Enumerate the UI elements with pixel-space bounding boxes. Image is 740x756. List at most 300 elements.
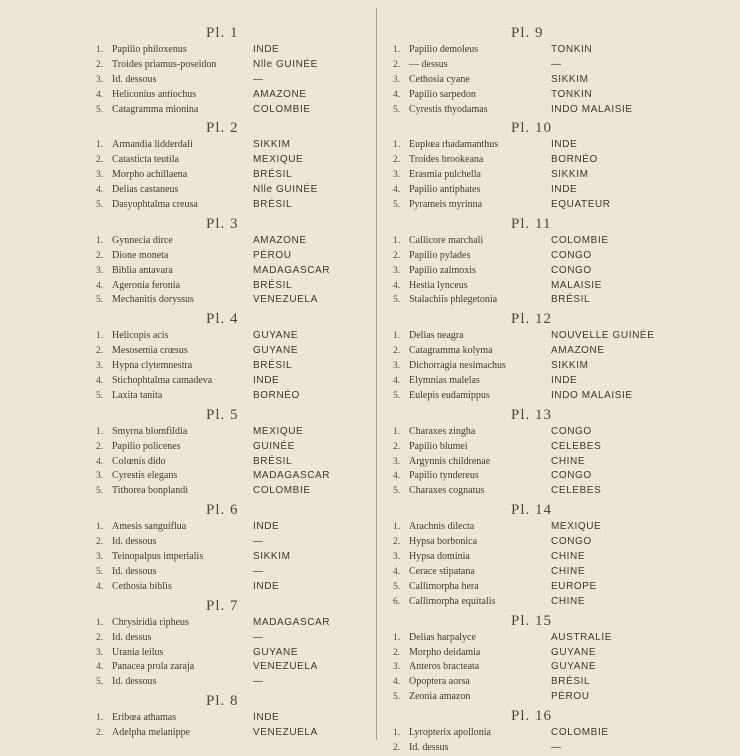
plate-entry — [393, 88, 693, 103]
species-location: MEXIQUE — [551, 521, 602, 533]
entry-number: 4. — [96, 662, 104, 673]
species-name: Heliconius antiochus — [112, 88, 197, 100]
species-name: Id. dessous — [112, 536, 157, 548]
species-location: MADAGASCAR — [253, 616, 331, 628]
plate-title: Pl. 8 — [206, 693, 239, 710]
entry-number: 1. — [96, 331, 104, 342]
species-name: Dione moneta — [112, 249, 169, 261]
plate-entry — [96, 580, 366, 595]
species-name: Catagramma mionina — [112, 103, 199, 115]
species-name: Ageronia feronia — [112, 279, 181, 291]
species-name: Cethosia biblis — [112, 580, 172, 592]
plate-entry — [393, 675, 693, 690]
entry-number: 1. — [393, 522, 401, 533]
entry-number: 1. — [96, 140, 104, 151]
species-name: Papilio blumei — [409, 440, 468, 452]
plate-entry — [96, 469, 366, 484]
entry-number: 4. — [393, 566, 401, 577]
entry-number: 2. — [393, 537, 401, 548]
entry-number: 1. — [96, 522, 104, 533]
species-name: Callimorpha equitalis — [409, 595, 496, 607]
entry-number: 2. — [96, 250, 104, 261]
species-location: INDO MALAISIE — [551, 103, 633, 115]
entry-number: 5. — [393, 486, 401, 497]
plate-entry — [393, 183, 693, 198]
species-name: Papilio pylades — [409, 249, 471, 261]
species-name: Elymnias malelas — [409, 375, 480, 387]
plate-block — [96, 215, 366, 308]
species-location: TONKIN — [551, 88, 593, 100]
plate-block — [393, 612, 693, 705]
species-name: Arachnis dilecta — [409, 521, 475, 533]
species-location: BRÉSIL — [551, 676, 591, 688]
entry-number: 4. — [96, 89, 104, 100]
species-location: — — [253, 536, 264, 548]
species-name: — dessus — [409, 58, 448, 70]
species-location: SIKKIM — [253, 551, 291, 563]
species-name: Urania leilus — [112, 646, 164, 658]
species-location: CHINE — [551, 455, 586, 467]
plate-entry — [393, 359, 693, 374]
plate-entry — [96, 646, 366, 661]
entry-number: 3. — [96, 361, 104, 372]
species-name: Anteros bracteata — [409, 661, 480, 673]
species-name: Tithorea bonplandi — [112, 485, 189, 497]
species-location: INDE — [253, 580, 280, 592]
species-location: PÉROU — [551, 691, 590, 703]
species-name: Id. dessous — [112, 565, 157, 577]
right-column — [393, 22, 693, 756]
species-location: COLOMBIE — [253, 103, 311, 115]
plate-title: Pl. 10 — [511, 120, 553, 137]
species-location: COLOMBIE — [253, 485, 311, 497]
species-location: CHINE — [551, 551, 586, 563]
plate-entry — [96, 153, 366, 168]
species-location: BRÉSIL — [253, 360, 293, 372]
plate-entry — [393, 279, 693, 294]
species-location: CONGO — [551, 264, 592, 276]
species-location: SIKKIM — [551, 360, 589, 372]
plate-title: Pl. 13 — [511, 406, 553, 423]
plate-entry — [393, 198, 693, 213]
plate-entry — [393, 455, 693, 470]
plate-entry — [393, 329, 693, 344]
entry-number: 2. — [393, 647, 401, 658]
plate-title: Pl. 15 — [511, 612, 553, 629]
entry-number: 5. — [96, 295, 104, 306]
species-location: INDE — [253, 375, 280, 387]
species-location: MEXIQUE — [253, 425, 304, 437]
plate-entry — [96, 88, 366, 103]
species-location: — — [253, 676, 264, 688]
entry-number: 4. — [393, 185, 401, 196]
species-name: Cethosia cyane — [409, 73, 470, 85]
plate-entry — [96, 550, 366, 565]
plate-entry — [96, 675, 366, 690]
species-name: Opoptera aorsa — [409, 676, 470, 688]
plate-entry — [393, 58, 693, 73]
plate-entry — [393, 631, 693, 646]
entry-number: 4. — [96, 376, 104, 387]
species-name: Callicore marchali — [409, 234, 484, 246]
species-location: VENEZUELA — [253, 727, 318, 739]
plate-title: Pl. 7 — [206, 597, 239, 614]
plate-block — [96, 501, 366, 594]
entry-number: 2. — [96, 441, 104, 452]
plate-entry — [96, 565, 366, 580]
left-column — [96, 22, 366, 741]
plate-entry — [96, 535, 366, 550]
plate-entry — [96, 344, 366, 359]
plate-block — [393, 501, 693, 609]
entry-number: 5. — [96, 104, 104, 115]
plate-block — [393, 215, 693, 308]
plate-block — [393, 24, 693, 117]
species-location: Nlle GUINÉE — [253, 184, 318, 196]
plate-entry — [393, 168, 693, 183]
species-name: Id. dessus — [112, 631, 152, 643]
species-name: Erasmia pulchella — [409, 169, 481, 181]
species-location: CELEBES — [551, 440, 602, 452]
entry-number: 3. — [393, 170, 401, 181]
entry-number: 2. — [393, 441, 401, 452]
species-location: GUINÉE — [253, 440, 295, 452]
entry-number: 5. — [393, 200, 401, 211]
plate-entry — [96, 374, 366, 389]
species-name: Argynnis childrenae — [409, 455, 491, 467]
entry-number: 4. — [96, 280, 104, 291]
species-location: GUYANE — [253, 345, 299, 357]
species-location: VENEZUELA — [253, 661, 318, 673]
entry-number: 5. — [96, 390, 104, 401]
species-name: Morpho deidamia — [409, 646, 481, 658]
entry-number: 2. — [96, 632, 104, 643]
plate-block — [96, 24, 366, 117]
species-name: Pyrameis myrinna — [409, 199, 483, 211]
plate-entry — [393, 741, 693, 756]
plate-entry — [96, 631, 366, 646]
entry-number: 4. — [393, 280, 401, 291]
species-location: — — [253, 631, 264, 643]
plate-entry — [393, 440, 693, 455]
species-name: Smyrna blomfildia — [112, 425, 188, 437]
species-name: Id. dessus — [409, 741, 449, 753]
plate-entry — [96, 455, 366, 470]
plate-block — [96, 119, 366, 212]
plate-block — [96, 597, 366, 690]
species-name: Papilio zalmoxis — [409, 264, 476, 276]
species-name: Hypsa dominia — [409, 551, 470, 563]
species-name: Eulepis eudamippus — [409, 389, 490, 401]
species-name: Lyropterix apollonia — [409, 727, 491, 739]
entry-number: 3. — [96, 265, 104, 276]
species-location: INDE — [253, 712, 280, 724]
entry-number: 2. — [393, 59, 401, 70]
species-location: INDE — [551, 184, 578, 196]
plate-entry — [393, 344, 693, 359]
species-name: Cyrestis elegans — [112, 470, 178, 482]
species-name: Stalachiis phlegetonia — [409, 294, 498, 306]
species-location: EUROPE — [551, 580, 597, 592]
plate-block — [393, 707, 693, 756]
entry-number: 5. — [96, 486, 104, 497]
species-name: Zeonia amazon — [409, 691, 471, 703]
plate-entry — [393, 374, 693, 389]
species-name: Delias castaneus — [112, 184, 179, 196]
plate-entry — [96, 234, 366, 249]
species-name: Catagramma kolyma — [409, 345, 493, 357]
entry-number: 5. — [96, 200, 104, 211]
species-name: Stichophtalma camadeva — [112, 375, 213, 387]
entry-number: 1. — [96, 426, 104, 437]
plate-entry — [96, 43, 366, 58]
species-name: Laxita tanita — [112, 389, 163, 401]
plate-block — [393, 406, 693, 499]
species-location: INDE — [253, 44, 280, 55]
species-location: COLOMBIE — [551, 234, 609, 246]
plate-entry — [96, 264, 366, 279]
plate-entry — [393, 580, 693, 595]
species-name: Id. dessous — [112, 676, 157, 688]
species-location: BRÉSIL — [253, 199, 293, 211]
species-location: SIKKIM — [551, 73, 589, 85]
species-location: CONGO — [551, 536, 592, 548]
entry-number: 2. — [393, 346, 401, 357]
plate-title: Pl. 1 — [206, 25, 239, 41]
entry-number: 4. — [393, 376, 401, 387]
species-name: Gynnecia dirce — [112, 234, 173, 246]
species-location: VENEZUELA — [253, 294, 318, 306]
plate-entry — [393, 690, 693, 705]
entry-number: 3. — [393, 456, 401, 467]
plate-entry — [393, 249, 693, 264]
plate-entry — [393, 234, 693, 249]
species-name: Adelpha melanippe — [112, 727, 191, 739]
plate-entry — [96, 726, 366, 741]
column-divider — [376, 8, 377, 740]
entry-number: 3. — [393, 662, 401, 673]
plate-entry — [393, 264, 693, 279]
species-name: Charaxes cognatus — [409, 485, 485, 497]
species-location: MALAISIE — [551, 279, 602, 291]
species-name: Dichorragia nesimachus — [409, 360, 506, 372]
species-name: Chrysiridia ripheus — [112, 616, 189, 628]
plate-entry — [393, 293, 693, 308]
entry-number: 3. — [96, 170, 104, 181]
species-location: CONGO — [551, 425, 592, 437]
plate-entry — [96, 616, 366, 631]
plate-entry — [96, 138, 366, 153]
entry-number: 1. — [393, 331, 401, 342]
entry-number: 4. — [96, 456, 104, 467]
species-location: GUYANE — [551, 661, 597, 673]
plate-entry — [393, 43, 693, 58]
species-name: Papilio philoxenus — [112, 44, 187, 55]
species-name: Catasticta teutila — [112, 154, 179, 166]
entry-number: 5. — [393, 295, 401, 306]
species-location: TONKIN — [551, 44, 593, 55]
species-location: CONGO — [551, 470, 592, 482]
entry-number: 2. — [393, 155, 401, 166]
species-location: BRÉSIL — [253, 455, 293, 467]
plate-entry — [96, 329, 366, 344]
plate-entry — [393, 595, 693, 610]
entry-number: 4. — [393, 677, 401, 688]
plate-title: Pl. 6 — [206, 502, 239, 519]
species-location: SIKKIM — [551, 169, 589, 181]
plate-block — [96, 310, 366, 403]
plate-entry — [96, 293, 366, 308]
species-name: Cerace stipatana — [409, 565, 475, 577]
plate-entry — [96, 103, 366, 118]
species-location: MADAGASCAR — [253, 470, 331, 482]
species-name: Papilio policenes — [112, 440, 181, 452]
species-location: BORNÉO — [253, 389, 300, 401]
entry-number: 1. — [393, 426, 401, 437]
species-name: Troides priamus-poseidon — [112, 58, 217, 70]
entry-number: 1. — [393, 235, 401, 246]
plate-entry — [96, 484, 366, 499]
plate-entry — [393, 520, 693, 535]
plate-entry — [393, 138, 693, 153]
species-location: BRÉSIL — [253, 279, 293, 291]
species-name: Mesosemia crœsus — [112, 345, 188, 357]
entry-number: 1. — [393, 632, 401, 643]
species-name: Troides brookeana — [409, 154, 484, 166]
species-name: Papilio antiphates — [409, 184, 481, 196]
entry-number: 2. — [393, 250, 401, 261]
plate-entry — [96, 711, 366, 726]
plate-entry — [96, 389, 366, 404]
species-location: INDO MALAISIE — [551, 389, 633, 401]
species-name: Hypna clytemnestra — [112, 360, 193, 372]
species-name: Charaxes zingha — [409, 425, 476, 437]
entry-number: 4. — [393, 89, 401, 100]
species-location: — — [551, 741, 562, 753]
plate-title: Pl. 9 — [511, 25, 544, 41]
species-name: Callimorpha hera — [409, 580, 479, 592]
species-location: BORNÉO — [551, 154, 598, 166]
species-location: MADAGASCAR — [253, 264, 331, 276]
species-name: Id. dessous — [112, 73, 157, 85]
plate-entry — [96, 425, 366, 440]
entry-number: 1. — [393, 728, 401, 739]
plate-entry — [393, 469, 693, 484]
entry-number: 3. — [96, 74, 104, 85]
plate-block — [96, 406, 366, 499]
plate-entry — [96, 660, 366, 675]
plate-block — [96, 692, 366, 741]
species-location: SIKKIM — [253, 139, 291, 151]
entry-number: 3. — [393, 74, 401, 85]
plate-entry — [96, 58, 366, 73]
plate-entry — [96, 183, 366, 198]
species-name: Helicopis acis — [112, 330, 169, 342]
species-location: EQUATEUR — [551, 199, 611, 211]
species-location: INDE — [551, 375, 578, 387]
entry-number: 1. — [393, 45, 401, 55]
plate-title: Pl. 16 — [511, 708, 553, 725]
plate-title: Pl. 5 — [206, 406, 239, 423]
entry-number: 2. — [96, 537, 104, 548]
species-name: Hypsa borbonica — [409, 536, 478, 548]
species-location: CONGO — [551, 249, 592, 261]
plate-entry — [393, 550, 693, 565]
species-location: BRÉSIL — [253, 169, 293, 181]
entry-number: 3. — [96, 471, 104, 482]
entry-number: 2. — [393, 742, 401, 753]
species-location: NOUVELLE GUINÉE — [551, 330, 655, 342]
species-location: COLOMBIE — [551, 727, 609, 739]
species-name: Eribœa athamas — [112, 712, 177, 724]
species-name: Biblia antavara — [112, 264, 173, 276]
species-name: Mechanitis doryssus — [112, 294, 194, 306]
species-location: GUYANE — [551, 646, 597, 658]
entry-number: 3. — [96, 647, 104, 658]
species-name: Delias harpalyce — [409, 631, 476, 643]
plate-entry — [96, 520, 366, 535]
plate-entry — [393, 389, 693, 404]
species-location: GUYANE — [253, 330, 299, 342]
plate-entry — [96, 168, 366, 183]
species-location: AMAZONE — [551, 345, 605, 357]
plate-entry — [393, 726, 693, 741]
plate-entry — [393, 103, 693, 118]
species-name: Panacea prola zaraja — [112, 661, 195, 673]
species-name: Morpho achillaena — [112, 169, 188, 181]
species-name: Dasyophtalma creusa — [112, 199, 198, 211]
entry-number: 3. — [393, 361, 401, 372]
species-location: AMAZONE — [253, 234, 307, 246]
species-name: Teinopalpus imperialis — [112, 551, 204, 563]
species-location: CHINE — [551, 595, 586, 607]
entry-number: 4. — [96, 581, 104, 592]
species-location: — — [551, 58, 562, 70]
entry-number: 3. — [393, 552, 401, 563]
entry-number: 1. — [96, 713, 104, 724]
plate-entry — [393, 535, 693, 550]
species-location: MEXIQUE — [253, 154, 304, 166]
species-location: BRÉSIL — [551, 294, 591, 306]
species-location: GUYANE — [253, 646, 299, 658]
plate-title: Pl. 12 — [511, 311, 553, 328]
entry-number: 1. — [96, 235, 104, 246]
species-name: Cyrestis thyodamas — [409, 103, 488, 115]
entry-number: 1. — [96, 45, 104, 55]
species-location: AUSTRALIE — [551, 631, 612, 643]
entry-number: 5. — [393, 581, 401, 592]
entry-number: 5. — [96, 677, 104, 688]
entry-number: 6. — [393, 596, 401, 607]
entry-number: 2. — [96, 346, 104, 357]
plate-entry — [393, 484, 693, 499]
plate-title: Pl. 11 — [511, 215, 552, 232]
species-location: Nlle GUINÉE — [253, 58, 318, 70]
plate-entry — [393, 425, 693, 440]
species-name: Armandia lidderdali — [112, 139, 193, 151]
species-name: Papilio tyndereus — [409, 470, 479, 482]
plate-entry — [96, 198, 366, 213]
plate-block — [393, 119, 693, 212]
species-location: INDE — [253, 521, 280, 533]
entry-number: 1. — [393, 140, 401, 151]
species-name: Hestia lynceus — [409, 279, 468, 291]
species-location: INDE — [551, 139, 578, 151]
entry-number: 4. — [393, 471, 401, 482]
entry-number: 3. — [393, 265, 401, 276]
plate-entry — [96, 73, 366, 88]
plate-title: Pl. 4 — [206, 311, 239, 328]
